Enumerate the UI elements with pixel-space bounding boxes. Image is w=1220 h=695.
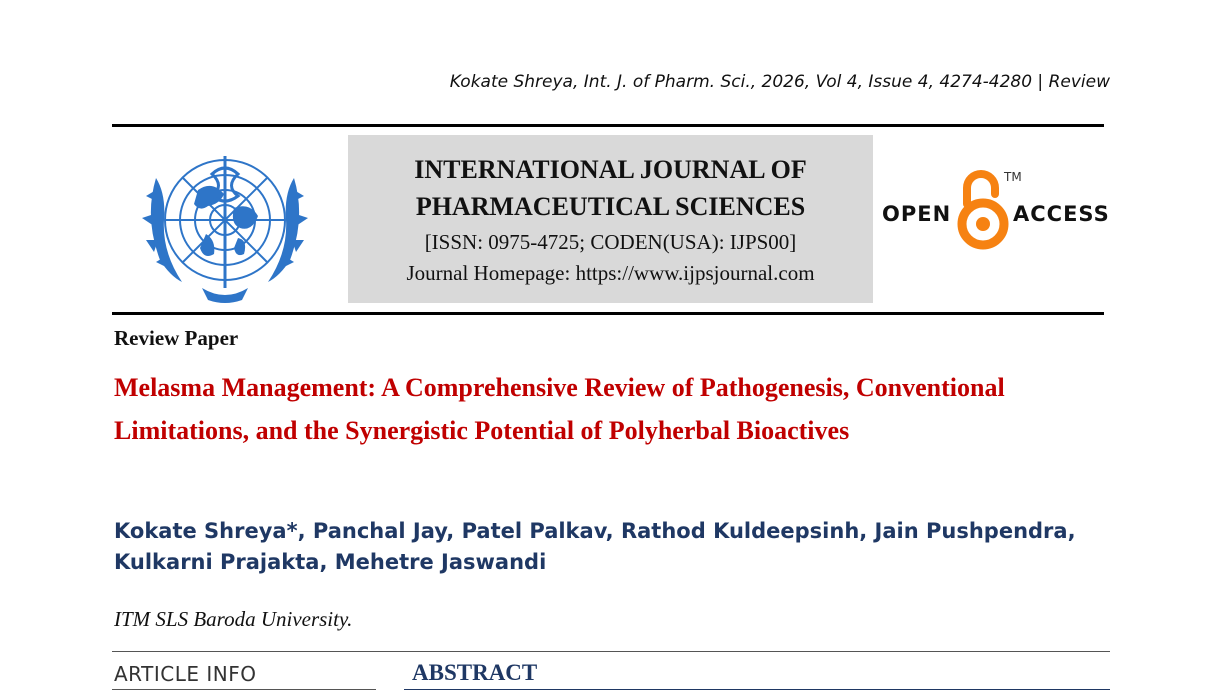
journal-name-line2: PHARMACEUTICAL SCIENCES xyxy=(415,192,806,221)
running-header: Kokate Shreya, Int. J. of Pharm. Sci., 2026, Vol 4, Issue 4, 4274-4280 | Review xyxy=(449,72,1110,92)
article-info-heading: ARTICLE INFO xyxy=(114,662,257,686)
paper-title: Melasma Management: A Comprehensive Review of Pathogenesis, Conventional Limitations, and the Synergistic Potential of Polyherbal Bioactives xyxy=(114,373,1005,445)
author-line-1: Kokate Shreya*, Panchal Jay, Patel Palkav, Rathod Kuldeepsinh, Jain Pushpendra, xyxy=(114,519,1076,543)
article-type: Review Paper xyxy=(114,326,239,350)
open-access-word-access: ACCESS xyxy=(1013,202,1110,226)
header-bottom-rule xyxy=(112,312,1104,315)
journal-identifiers: [ISSN: 0975-4725; CODEN(USA): IJPS00] xyxy=(424,230,797,254)
un-style-emblem-icon xyxy=(126,138,324,306)
affiliation: ITM SLS Baroda University. xyxy=(114,607,353,631)
header-top-rule xyxy=(112,124,1104,127)
trademark-symbol: TM xyxy=(1004,170,1022,184)
article-info-top-rule xyxy=(112,651,1110,652)
abstract-underline xyxy=(404,689,1110,690)
author-list xyxy=(114,516,1114,578)
author-line-2: Kulkarni Prajakta, Mehetre Jaswandi xyxy=(114,550,547,574)
open-lock-icon xyxy=(955,166,1011,250)
open-access-logo xyxy=(880,166,1108,250)
open-access-word-open: OPEN xyxy=(882,202,952,226)
journal-name-line1: INTERNATIONAL JOURNAL OF xyxy=(414,155,807,184)
article-info-underline xyxy=(112,689,376,690)
journal-masthead xyxy=(348,135,873,303)
journal-homepage[interactable]: Journal Homepage: https://www.ijpsjournal.com xyxy=(406,261,815,285)
abstract-heading: ABSTRACT xyxy=(412,660,538,685)
